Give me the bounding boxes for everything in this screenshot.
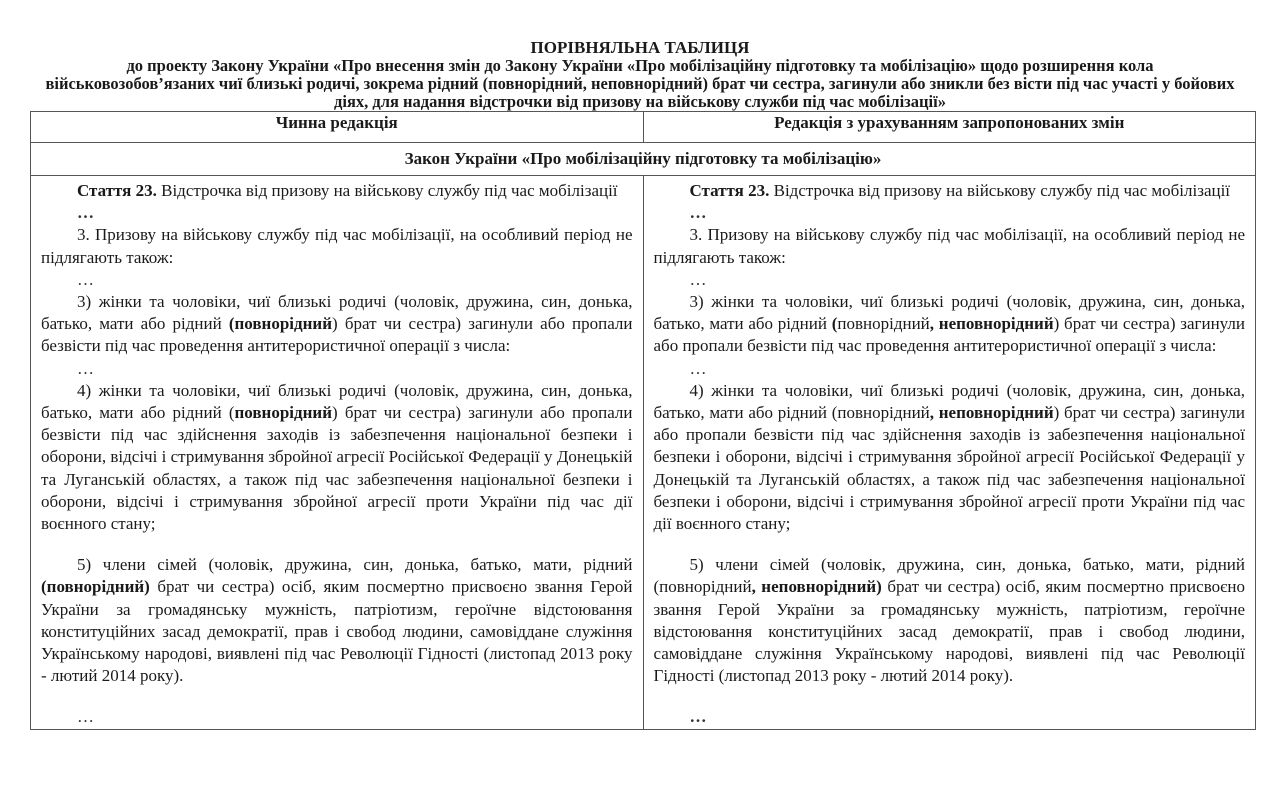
bold-text: …: [689, 203, 707, 223]
text: ) брат чи сестра) загинули або пропали безвісти під час проведення антитерористичної операції з числа:: [41, 314, 633, 356]
current-text-cell: [31, 176, 644, 730]
paragraph: [654, 380, 1246, 535]
paragraph: [41, 358, 633, 380]
text: 3) жінки та чоловіки, чиї близькі родичі (чоловік, дружина, син, донька, батько, мати або рідний: [653, 292, 1245, 334]
text: …: [689, 269, 707, 289]
text: повнорідний: [837, 314, 930, 334]
text: ) брат чи сестра) загинули або пропали безвісти під час здійснення заходів із забезпечення національної безпеки і оборони, відсічі і стримування збройної агресії Російської Федерації у Донецькій та Луганській областях, а також під час забезпечення національної безпеки і оборони, відсічі і стримування збройної агресії проти України під час дії воєнного стану;: [653, 403, 1245, 534]
paragraph: [654, 291, 1246, 358]
document-subtitle: до проекту Закону України «Про внесення змін до Закону України «Про мобілізаційну підготовку та мобілізацію» щодо розширення кола військовозобов’язаних чиї близькі родичі, зокрема рідний (повнорідний, неповнорідний) брат чи сестра, загинули або зникли без вісти під час участі у бойових діях, для надання відстрочки від призову на військову служби під час мобілізації»: [45, 56, 1235, 111]
law-title-row: Закон України «Про мобілізаційну підготовку та мобілізацію»: [31, 143, 1256, 176]
text: …: [77, 269, 94, 289]
paragraph: [41, 706, 633, 728]
paragraph: [41, 180, 633, 202]
text: ) брат чи сестра) загинули або пропали безвісти під час здійснення заходів із забезпечення національної безпеки і оборони, відсічі і стримування збройної агресії Російської Федерації у Донецькій та Луганській областях, а також під час забезпечення національної безпеки і оборони, відсічі і стримування збройної агресії проти України під час дії воєнного стану;: [41, 403, 633, 534]
paragraph: [41, 224, 633, 268]
bold-text: …: [77, 203, 94, 223]
text: 4) жінки та чоловіки, чиї близькі родичі (чоловік, дружина, син, донька, батько, мати або рідний (повнорідний: [653, 380, 1245, 423]
paragraph: [654, 706, 1246, 728]
text: Відстрочка від призову на військову службу під час мобілізації: [156, 181, 618, 200]
paragraph: [654, 224, 1246, 268]
text: …: [689, 358, 707, 378]
paragraph: [654, 358, 1246, 380]
text: ) брат чи сестра) загинули або пропали безвісти під час проведення антитерористичної операції з числа:: [653, 314, 1245, 356]
bold-text: , неповнорідний: [929, 403, 1054, 423]
bold-text: (повнорідний: [228, 314, 333, 334]
bold-text: , неповнорідний): [751, 577, 882, 597]
text: 3) жінки та чоловіки, чиї близькі родичі (чоловік, дружина, син, донька, батько, мати або рідний: [41, 292, 633, 334]
paragraph: [41, 269, 633, 291]
paragraph: [654, 554, 1246, 687]
text: 5) члени сімей (чоловік, дружина, син, донька, батько, мати, рідний (повнорідний: [653, 555, 1245, 597]
text: 3. Призову на військову службу під час мобілізації, на особливий період не підлягають також:: [653, 225, 1245, 267]
document-title: ПОРІВНЯЛЬНА ТАБЛИЦЯ: [530, 38, 750, 57]
bold-text: , неповнорідний: [929, 314, 1054, 334]
text: 3. Призову на військову службу під час мобілізації, на особливий період не підлягають також:: [41, 225, 633, 267]
text: …: [77, 707, 94, 727]
document-header: [0, 0, 1280, 111]
paragraph: [654, 202, 1246, 224]
bold-text: Стаття 23.: [77, 181, 157, 200]
paragraph: [41, 380, 633, 535]
text: брат чи сестра) осіб, яким посмертно присвоєно звання Герой України за громадянську мужність, патріотизм, героїчне відстоювання конституційних засад демократії, прав і свобод людини, самовіддане служіння Українському народові, виявлені під час Революції Гідності (листопад 2013 року - лютий 2014 року).: [653, 577, 1245, 686]
comparison-table: [30, 111, 1256, 730]
paragraph: [41, 554, 633, 687]
paragraph: [41, 291, 633, 358]
paragraph: [654, 269, 1246, 291]
text: Відстрочка від призову на військову службу під час мобілізації: [769, 181, 1231, 200]
proposed-text-cell: [643, 176, 1256, 730]
column-header-current: Чинна редакція: [31, 112, 644, 143]
bold-text: повнорідний: [234, 403, 333, 423]
bold-text: (: [831, 314, 838, 334]
bold-text: Стаття 23.: [689, 181, 770, 200]
text: 5) члени сімей (чоловік, дружина, син, донька, батько, мати, рідний: [77, 555, 633, 575]
bold-text: (повнорідний): [41, 577, 150, 597]
column-header-proposed: Редакція з урахуванням запропонованих змін: [643, 112, 1256, 143]
paragraph: [654, 180, 1246, 202]
paragraph: [41, 202, 633, 224]
bold-text: …: [689, 707, 707, 727]
text: брат чи сестра) осіб, яким посмертно присвоєно звання Герой України за громадянську мужність, патріотизм, героїчне відстоювання конституційних засад демократії, прав і свобод людини, самовіддане служіння Українському народові, виявлені під час Революції Гідності (листопад 2013 року - лютий 2014 року).: [41, 577, 633, 686]
text: 4) жінки та чоловіки, чиї близькі родичі (чоловік, дружина, син, донька, батько, мати або рідний (: [41, 380, 633, 423]
text: …: [77, 358, 94, 378]
